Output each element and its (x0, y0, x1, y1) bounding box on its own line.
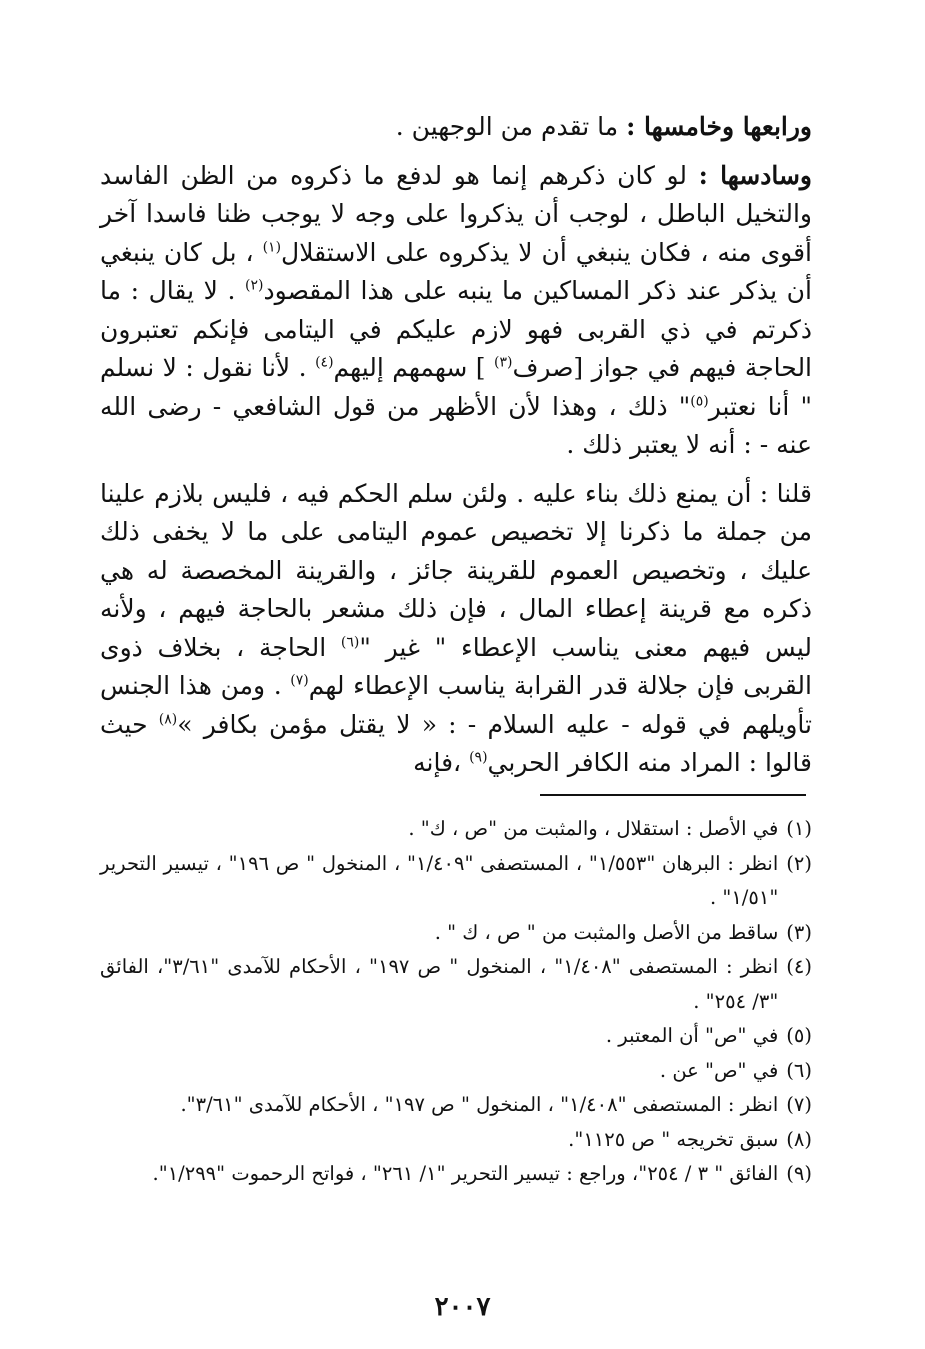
footnote-text: انظر : المستصفى "١/٤٠٨" ، المنخول " ص ١٩٧" ، الأحكام للآمدى "٣/٦١". (180, 1093, 779, 1116)
footnote-text: الفائق " ٣ / ٢٥٤"، وراجع : تيسير التحرير "١/ ٢٦١" ، فواتح الرحموت "١/٢٩٩". (152, 1162, 779, 1185)
footnote-number: (٥) (786, 1024, 812, 1047)
footnote-ref: (٩) (469, 749, 488, 766)
footnote-number: (٩) (786, 1162, 812, 1185)
footnote-number: (٧) (786, 1093, 812, 1116)
text-run: الحاجة ، بخلاف ذوى القربى فإن جلالة قدر القرابة يناسب الإعطاء لهم (100, 632, 812, 700)
footnote-text: ساقط من الأصل والمثبت من " ص ، ك " . (434, 920, 779, 944)
text-run: ما تقدم من الوجهين . (395, 112, 627, 141)
footnote-number: (٣) (786, 920, 812, 944)
footnote-ref: (٢) (245, 277, 264, 294)
paragraph-lead: ورابعها وخامسها : (626, 112, 812, 141)
footnote-ref: (٧) (290, 672, 309, 689)
footnote-separator (540, 794, 806, 796)
paragraph (100, 157, 812, 465)
footnote-number: (٢) (786, 851, 812, 875)
footnote-ref: (٨) (158, 711, 178, 728)
text-run: " ذلك ، وهذا لأن الأظهر من قول الشافعي - رضى الله عنه - : أنه لا يعتبر ذلك . (100, 391, 812, 459)
footnote (100, 812, 812, 847)
paragraph (100, 108, 812, 147)
text-run: لو كان ذكرهم إنما هو لدفع ما ذكروه من الظن الفاسد والتخيل الباطل ، لوجب أن يذكروا على وجه لا يوجب ظنا فاسدا آخر أقوى منه ، فكان ينبغي أن لا يذكروه على الاستقلال (100, 160, 812, 267)
footnote (100, 1123, 812, 1158)
footnote-ref: (٣) (494, 354, 513, 371)
text-run: ] سهمهم إليهم (333, 353, 495, 382)
text-run: ، بل كان ينبغي أن يذكر عند ذكر المساكين ما ينبه على هذا المقصود (100, 237, 812, 305)
footnote-number: (٤) (786, 955, 812, 978)
footnote-text: انظر : المستصفى "١/٤٠٨" ، المنخول " ص ١٩٧" ، الأحكام للآمدى "٣/٦١"، الفائق "٣/ ٢٥٤" . (100, 955, 779, 1013)
footnote-text: في الأصل : استقلال ، والمثبت من "ص ، ك" . (408, 817, 779, 840)
footnote (100, 950, 812, 1019)
footnote-ref: (٤) (315, 354, 334, 371)
paragraph-lead: وسادسها : (698, 160, 812, 190)
paragraph (100, 475, 812, 783)
footnote-ref: (٥) (690, 393, 709, 410)
footnote (100, 916, 812, 951)
footnote (100, 1019, 812, 1054)
text-run: قلنا : أن يمنع ذلك بناء عليه . ولئن سلم الحكم فيه ، فليس بلازم علينا من جملة ما ذكرنا إلا تخصيص عموم اليتامى على ما لا يخفى ذلك عليك ، وتخصيص العموم للقرينة جائز ، والقرينة المخصصة له هي ذكره مع قرينة إعطاء المال ، فإن ذلك مشعر بالحاجة فيهم ، ولأنه ليس فيهم معنى يناسب الإعطاء " غير " (100, 478, 812, 662)
text-run: ،فإنه (413, 748, 470, 777)
footnote (100, 1054, 812, 1089)
footnote-text: في "ص" أن المعتبر . (605, 1024, 779, 1047)
footnote-ref: (١) (262, 239, 282, 256)
main-text (100, 108, 812, 793)
text-run: حيث قالوا : المراد منه الكافر الحربي (100, 709, 812, 777)
footnote-number: (١) (786, 817, 812, 840)
footnote-text: سبق تخريجه " ص ١١٢٥". (568, 1127, 779, 1151)
footnote (100, 1088, 812, 1123)
footnotes-section (100, 812, 812, 1192)
footnote-text: في "ص" عن . (659, 1058, 779, 1082)
text-run: . لأنا نقول : لا نسلم " أنا نعتبر (100, 353, 812, 421)
footnote (100, 847, 812, 916)
footnote-number: (٨) (786, 1127, 812, 1151)
footnote-ref: (٦) (340, 634, 360, 651)
footnote-text: انظر : البرهان "١/٥٥٣" ، المستصفى "١/٤٠٩" ، المنخول " ص ١٩٦" ، تيسير التحرير "١/٥١" . (100, 851, 779, 909)
page-number: ٢٠٠٧ (434, 1292, 491, 1322)
footnote-number: (٦) (786, 1058, 812, 1082)
text-run: . ومن هذا الجنس تأويلهم في قوله - عليه السلام - : « لا يقتل مؤمن بكافر » (100, 671, 812, 739)
text-run: . لا يقال : ما ذكرتم في ذي القربى فهو لازم عليكم في اليتامى فإنكم تعتبرون الحاجة فيهم في جواز [صرف (100, 276, 813, 382)
footnote (100, 1157, 812, 1192)
